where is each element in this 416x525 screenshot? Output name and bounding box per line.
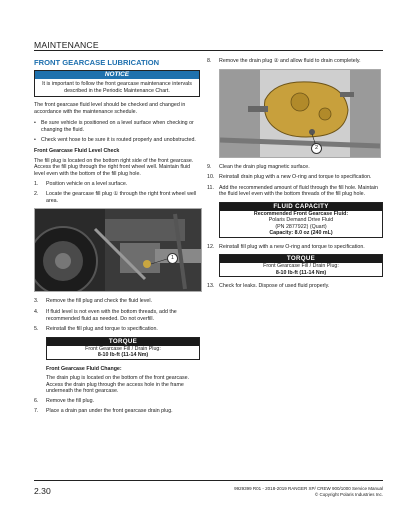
footer-rule (34, 480, 383, 481)
drain-plug-photo (219, 69, 381, 158)
step-number: 3. (34, 298, 39, 305)
wheel-well-illustration (35, 209, 201, 291)
step-text: Reinstall the fill plug and torque to specification. (46, 326, 158, 333)
step-item (34, 191, 200, 204)
fluid-change-heading: Front Gearcase Fluid Change: (46, 365, 122, 372)
notice-box (34, 70, 200, 97)
step-item (207, 164, 383, 171)
capacity-line: Polaris Demand Drive Fluid (268, 217, 334, 224)
step-item (207, 283, 383, 290)
step-item (34, 398, 200, 405)
torque-label: TORQUE (47, 338, 199, 346)
step-item (207, 185, 383, 198)
manual-title: 9929399 R01 - 2018-2019 RANGER XP/ CREW 900/1000 Service Manual (234, 486, 383, 491)
step-number: 9. (207, 163, 212, 170)
torque-value: 8-10 lb-ft (11-14 Nm) (97, 352, 149, 359)
torque-line: Front Gearcase Fill / Drain Plug: (85, 345, 161, 352)
step-item (34, 298, 200, 305)
level-check-heading: Front Gearcase Fluid Level Check (34, 148, 120, 155)
footer-info (234, 486, 383, 497)
callout-1: 1 (167, 253, 178, 264)
step-text: Remove the drain plug ② and allow fluid to drain completely. (219, 58, 361, 64)
step-number: 8. (207, 58, 212, 64)
step-item (34, 326, 200, 333)
page-heading: FRONT GEARCASE LUBRICATION (34, 58, 160, 67)
step-number: 4. (34, 308, 39, 315)
step-item (207, 244, 383, 251)
step-number: 5. (34, 326, 39, 333)
step-text: Remove the fill plug and check the fluid level. (46, 298, 152, 305)
callout-2: 2 (311, 143, 322, 154)
header-rule (34, 50, 383, 51)
step-text: Place a drain pan under the front gearcase drain plug. (46, 408, 173, 415)
step-number: 12. (207, 243, 215, 250)
step-item (207, 58, 383, 65)
torque-label: TORQUE (220, 255, 382, 263)
torque-box (219, 254, 383, 277)
step-number: 2. (34, 191, 39, 198)
bullet-item: • Be sure vehicle is positioned on a level surface when checking or changing the fluid. (34, 120, 200, 133)
step-text: Clean the drain plug magnetic surface. (219, 163, 310, 170)
step-item (207, 174, 383, 181)
step-number: 11. (207, 184, 214, 191)
step-item (34, 309, 200, 322)
step-number: 7. (34, 408, 39, 415)
step-text: Check for leaks. Dispose of used fluid properly. (219, 283, 330, 289)
step-item (34, 408, 200, 415)
step-text: If fluid level is not even with the bottom threads, add the recommended fluid as needed. Do not overfill. (46, 308, 177, 322)
step-number: 1. (34, 180, 39, 187)
step-text: Add the recommended amount of fluid through the fill hole. Maintain the fluid level even with the bottom threads of the fill plug hole. (219, 184, 379, 198)
bullet-item: • Check vent hose to be sure it is routed properly and unobstructed. (34, 137, 200, 144)
fluid-capacity-box (219, 202, 383, 238)
gearcase-illustration (220, 70, 380, 157)
fluid-capacity-label: FLUID CAPACITY (220, 203, 382, 211)
capacity-line: Recommended Front Gearcase Fluid: (253, 210, 349, 217)
step-number: 13. (207, 283, 215, 289)
torque-line: Front Gearcase Fill / Drain Plug: (263, 263, 339, 270)
page-number: 2.30 (34, 486, 51, 496)
step-text: Position vehicle on a level surface. (46, 180, 128, 187)
section-title: MAINTENANCE (34, 40, 99, 50)
intro-text: The front gearcase fluid level should be checked and changed in accordance with the maintenance schedule. (34, 102, 186, 115)
capacity-value: Capacity: 8.0 oz (240 mL) (269, 230, 333, 237)
fluid-change-text: The drain plug is located on the bottom of the front gearcase. Access the drain plug through the access hole in the frame underneath the front gearcase. (46, 375, 190, 395)
capacity-line: (PN 2877922) (Quart) (275, 223, 327, 230)
wheel-well-photo (34, 208, 202, 292)
step-item (34, 181, 200, 188)
copyright: © Copyright Polaris Industries Inc. (314, 491, 383, 497)
level-check-text: The fill plug is located on the bottom right side of the front gearcase. Access the fill plug through the right front wheel well. Maintain fluid level even with the bottom of the fill plug hole. (34, 157, 194, 177)
step-text: Remove the fill plug. (46, 397, 94, 404)
step-text: Locate the gearcase fill plug ① through the right front wheel well area. (46, 191, 197, 204)
step-text: Reinstall fill plug with a new O-ring and torque to specification. (219, 243, 365, 250)
torque-box (46, 337, 200, 360)
step-number: 6. (34, 397, 39, 404)
notice-text: It is important to follow the front gearcase maintenance intervals described in the Periodic Maintenance Chart. (42, 81, 192, 94)
torque-value: 8-10 lb-ft (11-14 Nm) (275, 269, 327, 276)
right-column (207, 58, 383, 294)
notice-label: NOTICE (35, 71, 199, 79)
left-column (34, 58, 200, 419)
step-number: 10. (207, 174, 215, 181)
step-text: Reinstall drain plug with a new O-ring and torque to specification. (219, 174, 372, 181)
